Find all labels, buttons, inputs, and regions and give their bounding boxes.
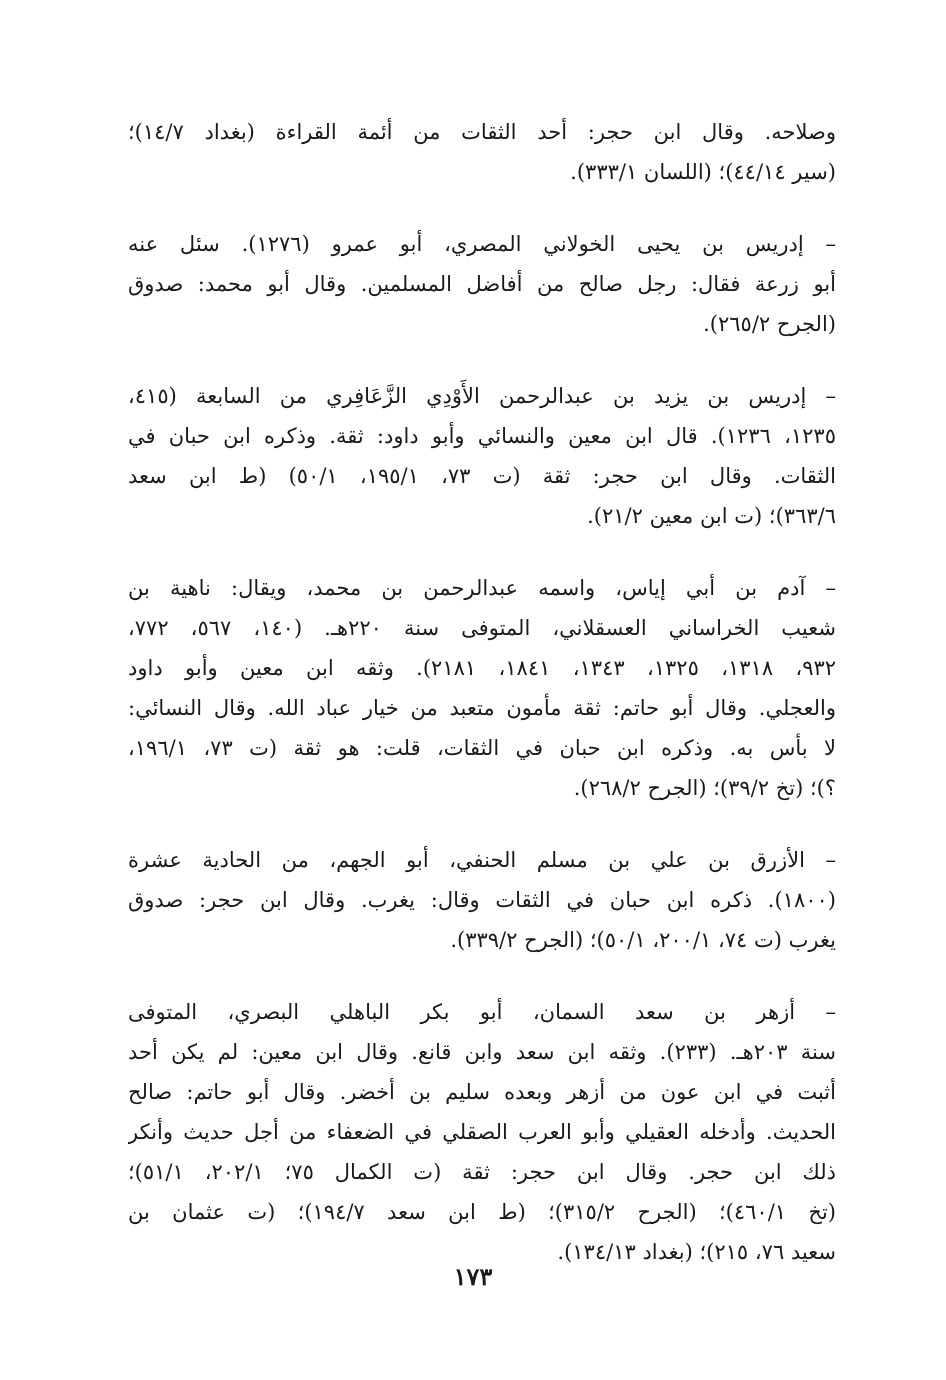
text-line: ٩٣٢، ١٣١٨، ١٣٢٥، ١٣٤٣، ١٨٤١، ٢١٨١). وثقه ابن معين وأبو داود [128,656,836,680]
text-line: الثقات. وقال ابن حجر: ثقة (ت ٧٣، ١٩٥/١، ٥٠/١) (ط ابن سعد [128,464,836,488]
text-line: (١٨٠٠). ذكره ابن حبان في الثقات وقال: يغرب. وقال ابن حجر: صدوق [128,888,836,912]
text-line: ١٢٣٥، ١٢٣٦). قال ابن معين والنسائي وأبو داود: ثقة. وذكره ابن حبان في [128,424,836,448]
entry-idris-bin-yazid [128,376,836,536]
text-line: يغرب (ت ٧٤، ٢٠٠/١، ٥٠/١)؛ (الجرح ٣٣٩/٢). [450,928,836,952]
text-line: والعجلي. وقال أبو حاتم: ثقة مأمون متعبد من خيار عباد الله. وقال النسائي: [128,696,836,720]
text-line: (سير ٤٤/١٤)؛ (اللسان ٣٣٣/١). [570,160,836,184]
text-line: ذلك ابن حجر. وقال ابن حجر: ثقة (ت الكمال ٧٥؛ ٢٠٢/١، ٥١/١)؛ [128,1160,836,1184]
entry-al-azraq [128,840,836,960]
text-line: سنة ٢٠٣هـ. (٢٣٣). وثقه ابن سعد وابن قانع. وقال ابن معين: لم يكن أحد [128,1040,836,1064]
text-line: سعيد ٧٦، ٢١٥)؛ (بغداد ١٣٤/١٣). [557,1240,836,1264]
entry-azhar-bin-saad [128,992,836,1272]
text-line: (تخ ٤٦٠/١)؛ (الجرح ٣١٥/٢)؛ (ط ابن سعد ١٩٤/٧)؛ (ت عثمان بن [128,1200,836,1224]
text-line: أثبت في ابن عون من أزهر وبعده سليم بن أخضر. وقال أبو حاتم: صالح [128,1080,836,1104]
text-line: ٣٦٣/٦)؛ (ت ابن معين ٢١/٢). [587,504,836,528]
text-line: – إدريس بن يحيى الخولاني المصري، أبو عمرو (١٢٧٦). سئل عنه [128,232,836,256]
page-body [128,112,836,1272]
text-line: – أزهر بن سعد السمان، أبو بكر الباهلي البصري، المتوفى [128,1000,836,1024]
page-number: ١٧٣ [453,1262,493,1291]
text-line: الحديث. وأدخله العقيلي وأبو العرب الصقلي في الضعفاء من أجل حديث وأنكر [128,1120,836,1144]
text-line: ؟)؛ (تخ ٣٩/٢)؛ (الجرح ٢٦٨/٢). [573,776,836,800]
text-line: – إدريس بن يزيد بن عبدالرحمن الأَوْدِي الزَّعَافِري من السابعة (٤١٥، [128,384,836,408]
text-line: لا بأس به. وذكره ابن حبان في الثقات، قلت: هو ثقة (ت ٧٣، ١٩٦/١، [128,736,836,760]
text-line: أبو زرعة فقال: رجل صالح من أفاضل المسلمين. وقال أبو محمد: صدوق [128,272,836,296]
text-line: وصلاحه. وقال ابن حجر: أحد الثقات من أئمة القراءة (بغداد ١٤/٧)؛ [128,120,836,144]
text-line: – الأزرق بن علي بن مسلم الحنفي، أبو الجهم، من الحادية عشرة [128,848,836,872]
entry-adam-bin-abi-iyas [128,568,836,808]
entry-idris-bin-yahya [128,224,836,344]
text-line: – آدم بن أبي إياس، واسمه عبدالرحمن بن محمد، ويقال: ناهية بن [128,576,836,600]
text-line: شعيب الخراساني العسقلاني، المتوفى سنة ٢٢٠هـ. (١٤٠، ٥٦٧، ٧٧٢، [128,616,836,640]
entry-continuation [128,112,836,192]
text-line: (الجرح ٢٦٥/٢). [703,312,836,336]
